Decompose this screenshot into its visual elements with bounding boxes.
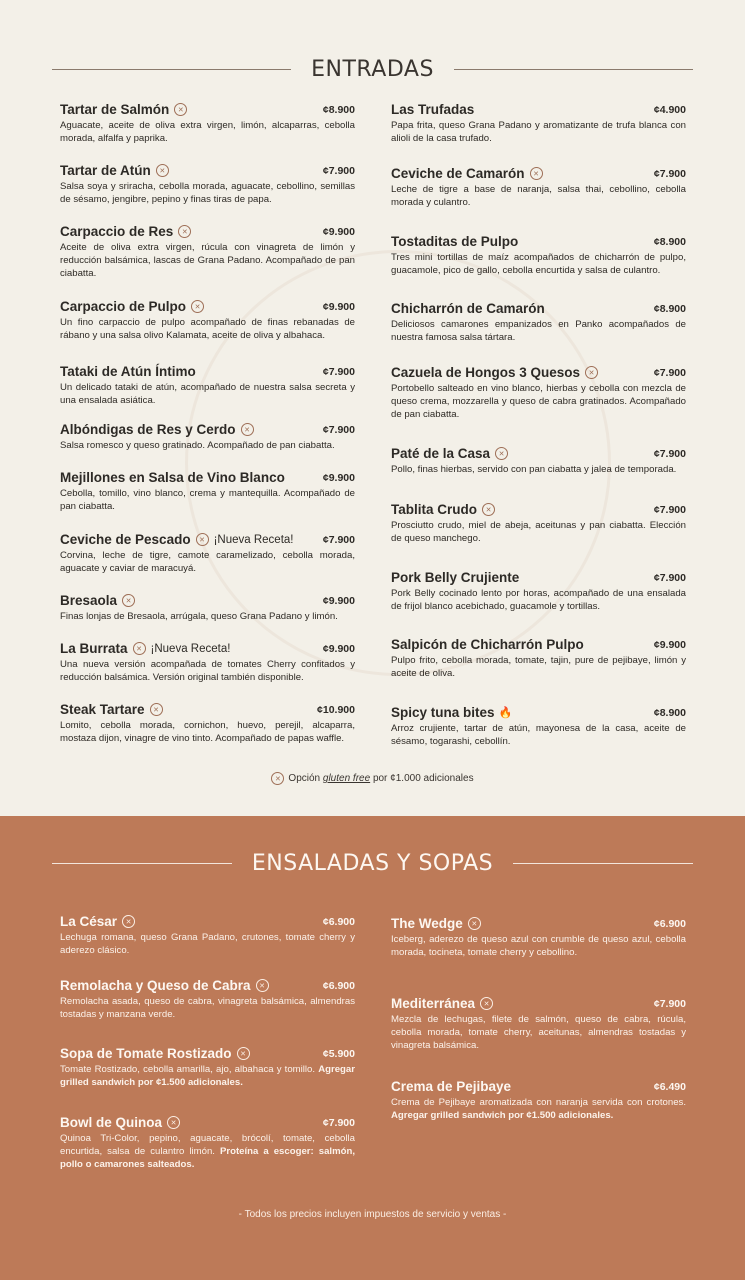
- menu-item-header: [60, 977, 355, 994]
- menu-item-header: [391, 165, 686, 182]
- entradas-header: [52, 54, 693, 84]
- menu-item-header: [60, 223, 355, 240]
- wheat-crossed-icon: ✕: [237, 1047, 250, 1060]
- menu-item-header: [391, 300, 686, 317]
- wheat-crossed-icon: ✕: [178, 225, 191, 238]
- dish-description-text: Salsa soya y sriracha, cebolla morada, aguacate, cebollino, semillas de sésamo, jengibre, pepino y finas tiras de papa.: [60, 181, 355, 205]
- wheat-crossed-icon: ✕: [196, 533, 209, 546]
- divider: [454, 69, 693, 70]
- dish-name: Mediterránea: [391, 996, 476, 1011]
- dish-description-text: Remolacha asada, queso de cabra, vinagreta balsámica, almendras tostadas y manzana verde.: [60, 996, 355, 1020]
- dish-price: ¢6.900: [653, 917, 686, 930]
- dish-description: [391, 519, 686, 545]
- dish-price: ¢9.900: [322, 594, 355, 607]
- dish-price: ¢5.900: [322, 1047, 355, 1060]
- dish-name: Sopa de Tomate Rostizado: [60, 1046, 232, 1061]
- wheat-crossed-icon: ✕: [150, 703, 163, 716]
- menu-item-header: [60, 1045, 355, 1062]
- dish-price: ¢7.900: [322, 164, 355, 177]
- menu-item: [60, 531, 355, 575]
- dish-description: [60, 381, 355, 407]
- wheat-crossed-icon: ✕: [271, 772, 284, 785]
- section-title: ENTRADAS: [311, 56, 434, 82]
- dish-price: ¢9.900: [322, 300, 355, 313]
- dish-price: ¢7.900: [653, 366, 686, 379]
- menu-item-header: [391, 1078, 686, 1095]
- dish-name: Tablita Crudo: [391, 502, 477, 517]
- dish-price: ¢6.900: [322, 915, 355, 928]
- new-recipe-tag: ¡Nueva Receta!: [213, 533, 294, 546]
- dish-price: ¢7.900: [653, 571, 686, 584]
- dish-extra: Agregar grilled sandwich por ¢1.500 adicionales.: [60, 1064, 355, 1088]
- ensaladas-section: [0, 816, 745, 1280]
- menu-item-header: [60, 469, 355, 486]
- dish-price: ¢8.900: [653, 235, 686, 248]
- dish-description-text: Finas lonjas de Bresaola, arrúgala, queso Grana Padano y limón.: [60, 611, 338, 622]
- menu-item-header: [60, 421, 355, 438]
- dish-description: [60, 119, 355, 145]
- dish-price: ¢7.900: [653, 447, 686, 460]
- ensaladas-header: [52, 848, 693, 878]
- dish-name: The Wedge: [391, 916, 463, 931]
- menu-item: [60, 223, 355, 280]
- dish-description-text: Lechuga romana, queso Grana Padano, crutones, tomate cherry y aderezo clásico.: [60, 932, 355, 956]
- wheat-crossed-icon: ✕: [530, 167, 543, 180]
- section-title: ENSALADAS Y SOPAS: [251, 850, 494, 876]
- dish-name: Pork Belly Crujiente: [391, 570, 520, 585]
- dish-description: [60, 439, 355, 452]
- dish-description-text: Arroz crujiente, tartar de atún, mayonesa de la casa, aceite de sésamo, togarashi, cebollín.: [391, 723, 686, 747]
- wheat-crossed-icon: ✕: [167, 1116, 180, 1129]
- menu-item-header: [391, 915, 686, 932]
- menu-item-header: [60, 1114, 355, 1131]
- dish-description-text: Papa frita, queso Grana Padano y aromatizante de trufa blanca con alioli de la casa trufado.: [391, 120, 686, 144]
- dish-name: Mejillones en Salsa de Vino Blanco: [60, 470, 285, 485]
- menu-item-header: [60, 363, 355, 380]
- dish-description-text: Prosciutto crudo, miel de abeja, aceitunas y pan ciabatta. Elección de queso manchego.: [391, 520, 686, 544]
- wheat-crossed-icon: ✕: [495, 447, 508, 460]
- dish-price: ¢4.900: [653, 103, 686, 116]
- dish-description: [60, 241, 355, 280]
- dish-description-text: Tomate Rostizado, cebolla amarilla, ajo, albahaca y tomillo.: [60, 1064, 316, 1075]
- dish-name: Spicy tuna bites: [391, 705, 495, 720]
- dish-description: [391, 183, 686, 209]
- dish-description: [391, 318, 686, 344]
- dish-price: ¢6.490: [653, 1080, 686, 1093]
- dish-description: [60, 995, 355, 1021]
- menu-item: [391, 165, 686, 209]
- new-recipe-tag: ¡Nueva Receta!: [150, 642, 231, 655]
- dish-description: [60, 487, 355, 513]
- dish-price: ¢7.900: [653, 503, 686, 516]
- menu-item: [391, 569, 686, 613]
- tax-note: - Todos los precios incluyen impuestos de servicio y ventas -: [238, 1209, 507, 1220]
- dish-description: [60, 719, 355, 745]
- menu-item: [60, 101, 355, 145]
- dish-price: ¢7.900: [653, 997, 686, 1010]
- dish-description: [391, 722, 686, 748]
- menu-item: [391, 995, 686, 1052]
- dish-description: [391, 933, 686, 959]
- dish-price: ¢8.900: [653, 302, 686, 315]
- menu-item: [391, 300, 686, 344]
- dish-price: ¢9.900: [322, 642, 355, 655]
- menu-item-header: [391, 704, 686, 721]
- dish-name: Remolacha y Queso de Cabra: [60, 978, 251, 993]
- dish-description-text: Mezcla de lechugas, filete de salmón, queso de cabra, rúcula, cebolla morada, tomate cherry, aceitunas, almendras tostadas y vinagreta balsámica.: [391, 1014, 686, 1051]
- menu-item-header: [60, 298, 355, 315]
- dish-price: ¢9.900: [322, 471, 355, 484]
- dish-description-text: Pork Belly cocinado lento por horas, acompañado de una ensalada de frijol blanco acebichado, guacamole y tortillas.: [391, 588, 686, 612]
- dish-price: ¢9.900: [322, 225, 355, 238]
- dish-extra: Agregar grilled sandwich por ¢1.500 adicionales.: [391, 1110, 614, 1121]
- dish-description: [391, 251, 686, 277]
- menu-item: [60, 298, 355, 342]
- wheat-crossed-icon: ✕: [241, 423, 254, 436]
- menu-item: [391, 704, 686, 748]
- menu-item-header: [60, 531, 355, 548]
- dish-name: Albóndigas de Res y Cerdo: [60, 422, 236, 437]
- dish-description-text: Deliciosos camarones empanizados en Panko acompañados de nuestra famosa salsa tártara.: [391, 319, 686, 343]
- gf-note-emph: gluten free: [322, 773, 371, 785]
- menu-item: [391, 915, 686, 959]
- dish-price: ¢9.900: [653, 638, 686, 651]
- dish-extra: Proteína a escoger: salmón, pollo o camarones salteados.: [60, 1146, 355, 1170]
- dish-description: [391, 463, 686, 476]
- dish-description-text: Aceite de oliva extra virgen, rúcula con vinagreta de limón y reducción balsámica, lascas de Grana Padano. Acompañado de pan ciabatta.: [60, 242, 355, 279]
- dish-name: Carpaccio de Pulpo: [60, 299, 187, 314]
- dish-name: Bresaola: [60, 593, 118, 608]
- menu-item-header: [60, 701, 355, 718]
- dish-description-text: Lomito, cebolla morada, cornichon, huevo, perejil, alcaparra, mostaza dijon, vinagre de vino tinto. Acompañado de papas waffle.: [60, 720, 355, 744]
- dish-price: ¢7.900: [653, 167, 686, 180]
- menu-item-header: [391, 636, 686, 653]
- menu-item-header: [391, 569, 686, 586]
- dish-description-text: Tres mini tortillas de maíz acompañados de chicharrón de pulpo, guacamole, pico de gallo, cebolla encurtida y salsa de culantro.: [391, 252, 686, 276]
- dish-name: Tataki de Atún Íntimo: [60, 364, 196, 379]
- dish-description-text: Una nueva versión acompañada de tomates Cherry confitados y reducción balsámica. Versión original también disponible.: [60, 659, 355, 683]
- menu-item-header: [391, 445, 686, 462]
- dish-description-text: Leche de tigre a base de naranja, salsa thai, cebollino, cebolla morada y culantro.: [391, 184, 686, 208]
- dish-description-text: Aguacate, aceite de oliva extra virgen, limón, alcaparras, cebolla morada, alfalfa y paprika.: [60, 120, 355, 144]
- dish-name: Bowl de Quinoa: [60, 1115, 163, 1130]
- menu-item: [391, 501, 686, 545]
- dish-description-text: Quinoa Tri-Color, pepino, aguacate, brócolí, tomate, cebolla encurtida, salsa de culantro limón.: [60, 1133, 355, 1157]
- dish-price: ¢7.900: [322, 533, 355, 546]
- wheat-crossed-icon: ✕: [133, 642, 146, 655]
- wheat-crossed-icon: ✕: [122, 915, 135, 928]
- dish-description-text: Cebolla, tomillo, vino blanco, crema y mantequilla. Acompañado de pan ciabatta.: [60, 488, 355, 512]
- dish-description-text: Pollo, finas hierbas, servido con pan ciabatta y jalea de temporada.: [391, 464, 677, 475]
- dish-description: [391, 1013, 686, 1052]
- dish-description: [391, 382, 686, 421]
- dish-name: Carpaccio de Res: [60, 224, 174, 239]
- dish-description: [60, 658, 355, 684]
- dish-description: [60, 180, 355, 206]
- dish-description-text: Un fino carpaccio de pulpo acompañado de finas rebanadas de rábano y una salsa olivo Kalamata, aceite de oliva y albahaca.: [60, 317, 355, 341]
- menu-item-header: [391, 233, 686, 250]
- dish-name: Ceviche de Pescado: [60, 532, 191, 547]
- menu-item: [60, 1045, 355, 1089]
- menu-item: [60, 1114, 355, 1171]
- dish-name: Steak Tartare: [60, 702, 145, 717]
- wheat-crossed-icon: ✕: [191, 300, 204, 313]
- menu-item: [60, 162, 355, 206]
- menu-item: [60, 363, 355, 407]
- menu-item: [391, 1078, 686, 1122]
- menu-item-header: [391, 101, 686, 118]
- dish-description-text: Portobello salteado en vino blanco, hierbas y cebolla con mezcla de queso crema, mozzarella y queso de cabra gratinados. Acompañado de pan ciabatta.: [391, 383, 686, 420]
- menu-item: [60, 913, 355, 957]
- menu-item: [60, 421, 355, 452]
- wheat-crossed-icon: ✕: [256, 979, 269, 992]
- dish-name: Paté de la Casa: [391, 446, 491, 461]
- dish-description: [60, 1132, 355, 1171]
- dish-price: ¢6.900: [322, 979, 355, 992]
- menu-item-header: [60, 913, 355, 930]
- dish-description: [391, 1096, 686, 1122]
- menu-item: [391, 233, 686, 277]
- wheat-crossed-icon: ✕: [156, 164, 169, 177]
- wheat-crossed-icon: ✕: [482, 503, 495, 516]
- menu-item: [60, 640, 355, 684]
- wheat-crossed-icon: ✕: [174, 103, 187, 116]
- dish-description-text: Salsa romesco y queso gratinado. Acompañado de pan ciabatta.: [60, 440, 335, 451]
- dish-name: La César: [60, 914, 118, 929]
- gf-note-suffix: por ¢1.000 adicionales: [372, 773, 474, 785]
- dish-description: [391, 587, 686, 613]
- dish-price: ¢7.900: [322, 1116, 355, 1129]
- wheat-crossed-icon: ✕: [480, 997, 493, 1010]
- dish-description-text: Un delicado tataki de atún, acompañado de nuestra salsa secreta y una ensalada asiática.: [60, 382, 355, 406]
- gf-note-prefix: Opción: [288, 773, 321, 785]
- wheat-crossed-icon: ✕: [468, 917, 481, 930]
- dish-name: Salpicón de Chicharrón Pulpo: [391, 637, 584, 652]
- dish-description: [60, 549, 355, 575]
- divider: [52, 69, 291, 70]
- dish-name: Chicharrón de Camarón: [391, 301, 545, 316]
- menu-item: [60, 592, 355, 623]
- dish-price: ¢7.900: [322, 365, 355, 378]
- dish-description-text: Corvina, leche de tigre, camote caramelizado, cebolla morada, aguacate y caviar de maracuyá.: [60, 550, 355, 574]
- dish-description: [391, 654, 686, 680]
- dish-name: Ceviche de Camarón: [391, 166, 525, 181]
- wheat-crossed-icon: ✕: [585, 366, 598, 379]
- menu-item: [391, 636, 686, 680]
- menu-item: [60, 469, 355, 513]
- menu-item: [391, 101, 686, 145]
- dish-description: [60, 316, 355, 342]
- dish-description-text: Iceberg, aderezo de queso azul con crumble de queso azul, cebolla morada, tocineta, tomate cherry y cebollino.: [391, 934, 686, 958]
- menu-item-header: [391, 995, 686, 1012]
- wheat-crossed-icon: ✕: [122, 594, 135, 607]
- dish-name: Tartar de Atún: [60, 163, 151, 178]
- dish-name: Cazuela de Hongos 3 Quesos: [391, 365, 581, 380]
- dish-price: ¢8.900: [322, 103, 355, 116]
- menu-item-header: [391, 364, 686, 381]
- menu-item-header: [391, 501, 686, 518]
- dish-price: ¢8.900: [653, 706, 686, 719]
- dish-name: Crema de Pejibaye: [391, 1079, 512, 1094]
- divider: [513, 863, 693, 864]
- gluten-free-note: [0, 772, 745, 785]
- dish-description: [391, 119, 686, 145]
- divider: [52, 863, 232, 864]
- dish-price: ¢7.900: [322, 423, 355, 436]
- menu-item: [60, 977, 355, 1021]
- menu-item-header: [60, 162, 355, 179]
- dish-description: [60, 931, 355, 957]
- dish-name: Tartar de Salmón: [60, 102, 170, 117]
- menu-item-header: [60, 101, 355, 118]
- menu-item: [391, 364, 686, 421]
- dish-name: Tostaditas de Pulpo: [391, 234, 519, 249]
- menu-item: [391, 445, 686, 476]
- menu-item-header: [60, 592, 355, 609]
- menu-item: [60, 701, 355, 745]
- dish-price: ¢10.900: [317, 703, 355, 716]
- dish-description-text: Pulpo frito, cebolla morada, tomate, tajin, pure de pejibaye, limón y aceite de oliva.: [391, 655, 686, 679]
- menu-item-header: [60, 640, 355, 657]
- dish-description: [60, 610, 355, 623]
- dish-description-text: Crema de Pejibaye aromatizada con naranja servida con crotones.: [391, 1097, 686, 1108]
- dish-name: La Burrata: [60, 641, 128, 656]
- flame-icon: 🔥: [498, 707, 513, 719]
- dish-name: Las Trufadas: [391, 102, 475, 117]
- dish-description: [60, 1063, 355, 1089]
